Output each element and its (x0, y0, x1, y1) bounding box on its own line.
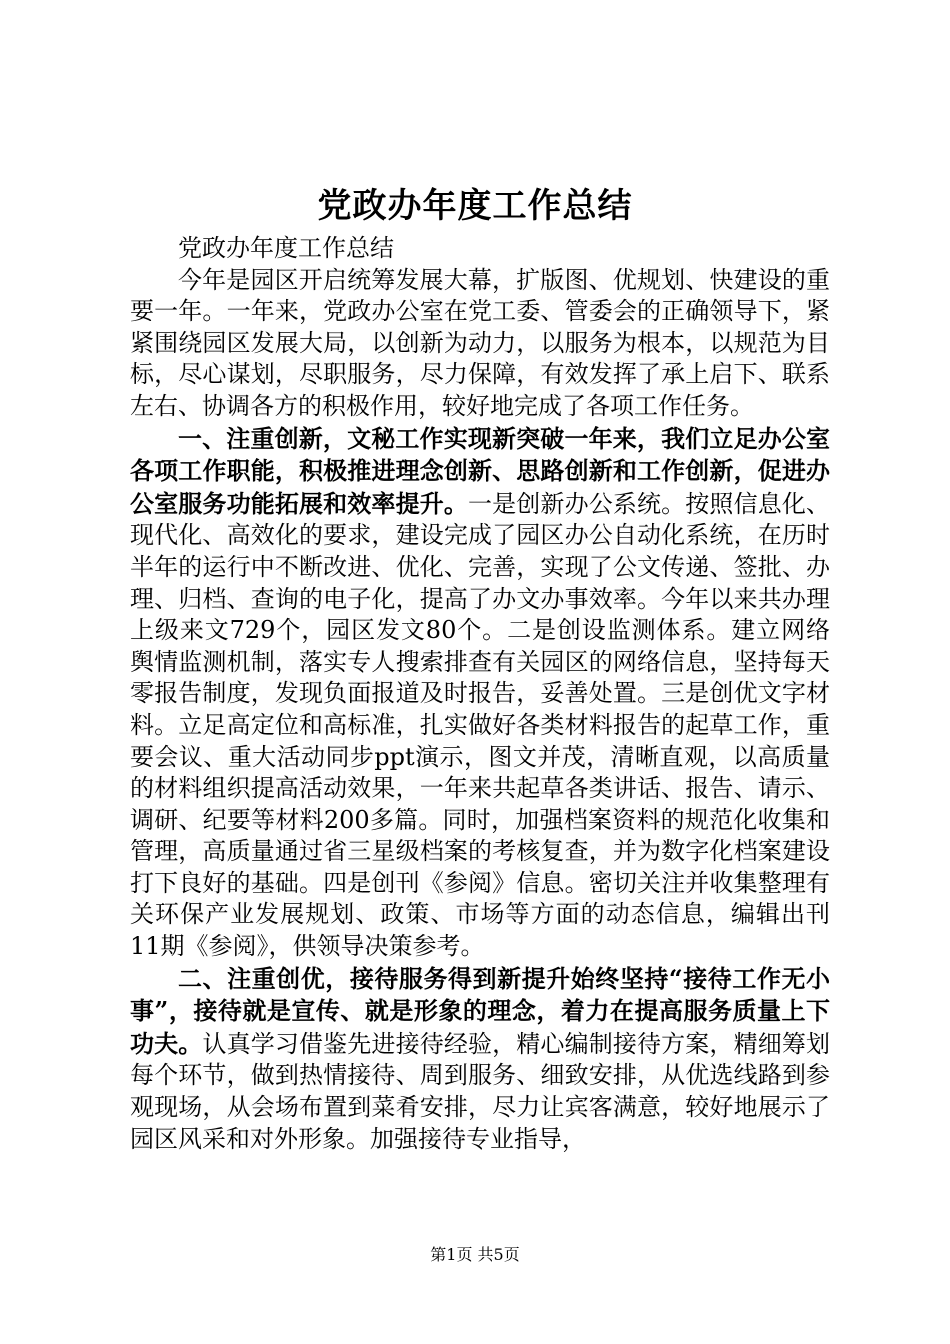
document-body (130, 233, 830, 1155)
page-footer: 第1页 共5页 (430, 1245, 520, 1264)
section-2-heading: 二、注重创优，接待服务得到新提升始终坚持“接待工作无小事”，接待就是宣传、就是形象的理念，着力在提高服务质量上下功夫。 (130, 963, 830, 1058)
section-1-heading: 一、注重创新，文秘工作实现新突破一年来，我们立足办公室各项工作职能，积极推进理念创新、思路创新和工作创新，促进办公室服务功能拓展和效率提升。 (130, 423, 830, 518)
section-1-text: 一是创新办公系统。按照信息化、现代化、高效化的要求，建设完成了园区办公自动化系统，在历时半年的运行中不断改进、优化、完善，实现了公文传递、签批、办理、归档、查询的电子化，提高了办文办事效率。今年以来共办理上级来文729个，园区发文80个。二是创设监测体系。建立网络舆情监测机制，落实专人搜索排查有关园区的网络信息，坚持每天零报告制度，发现负面报道及时报告，妥善处置。三是创优文字材料。立足高定位和高标准，扎实做好各类材料报告的起草工作，重要会议、重大活动同步ppt演示，图文并茂，清晰直观，以高质量的材料组织提高活动效果，一年来共起草各类讲话、报告、请示、调研、纪要等材料200多篇。同时，加强档案资料的规范化收集和管理，高质量通过省三星级档案的考核复查，并为数字化档案建设打下良好的基础。四是创刊《参阅》信息。密切关注并收集整理有关环保产业发展规划、政策、市场等方面的动态信息，编辑出刊11期《参阅》，供领导决策参考。 (130, 489, 830, 961)
document-subtitle: 党政办年度工作总结 (178, 234, 394, 262)
section-2-paragraph (130, 963, 830, 1156)
document-title: 党政办年度工作总结 (317, 186, 633, 226)
section-2-text: 认真学习借鉴先进接待经验，精心编制接待方案，精细筹划每个环节，做到热情接待、周到服务、细致安排，从优选线路到参观现场，从会场布置到菜肴安排，尽力让宾客满意，较好地展示了园区风采和对外形象。加强接待专业指导， (130, 1029, 831, 1153)
intro-paragraph: 今年是园区开启统筹发展大幕，扩版图、优规划、快建设的重要一年。一年来，党政办公室在党工委、管委会的正确领导下，紧紧围绕园区发展大局，以创新为动力，以服务为根本，以规范为目标，尽心谋划，尽职服务，尽力保障，有效发挥了承上启下、联系左右、协调各方的积极作用，较好地完成了各项工作任务。 (130, 265, 830, 420)
section-1-paragraph (130, 423, 830, 963)
